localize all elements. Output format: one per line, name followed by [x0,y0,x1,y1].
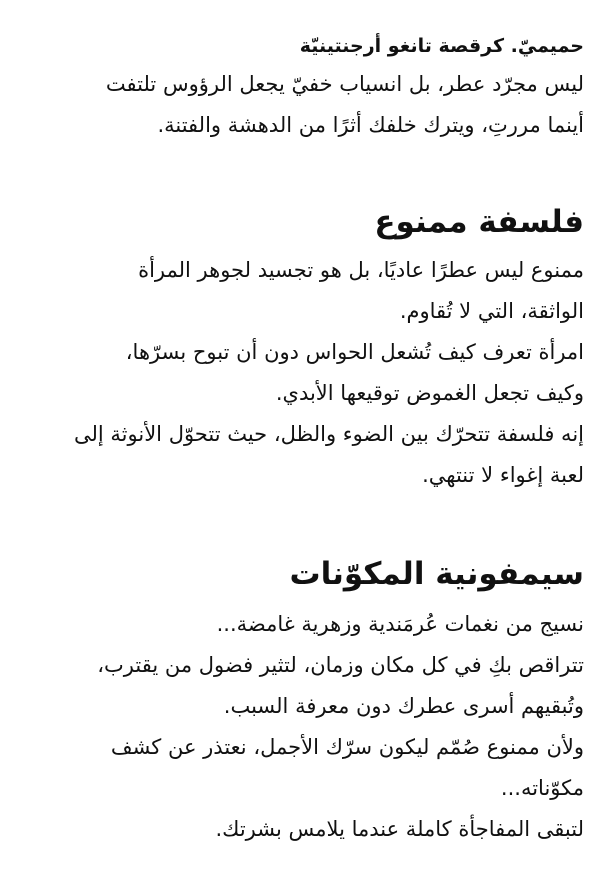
section-heading-philosophy: فلسفة ممنوع [374,204,584,240]
ingredients-line-4: ولأن ممنوع صُمّم ليكون سرّك الأجمل، نعتذر عن كشف [110,735,584,759]
intro-lead: حميميّ. كرقصة تانغو أرجنتينيّة [299,35,584,57]
ingredients-paragraph [16,604,584,850]
philosophy-line-6: لعبة إغواء لا تنتهي. [422,463,584,487]
philosophy-line-5: إنه فلسفة تتحرّك بين الضوء والظل، حيث تتحوّل الأنوثة إلى [74,422,584,446]
ingredients-line-2: تتراقص بكِ في كل مكان وزمان، لتثير فضول من يقترب، [97,653,584,677]
ingredients-line-1: نسيج من نغمات عُرمَندية وزهرية غامضة... [216,612,584,636]
philosophy-line-1: ممنوع ليس عطرًا عاديًا، بل هو تجسيد لجوهر المرأة [138,258,584,282]
ingredients-line-6: لتبقى المفاجأة كاملة عندما يلامس بشرتك. [215,817,584,841]
section-heading-ingredients: سيمفونية المكوّنات [289,556,584,592]
intro-line-2: أينما مررتِ، ويترك خلفك أثرًا من الدهشة والفتنة. [157,113,584,137]
ingredients-line-3: وتُبقيهم أسرى عطرك دون معرفة السبب. [223,694,584,718]
ingredients-line-5: مكوّناته... [500,776,584,800]
philosophy-line-3: امرأة تعرف كيف تُشعل الحواس دون أن تبوح بسرّها، [125,340,584,364]
intro-paragraph [16,64,584,146]
philosophy-paragraph [16,250,584,496]
philosophy-line-4: وكيف تجعل الغموض توقيعها الأبدي. [275,381,584,405]
philosophy-line-2: الواثقة، التي لا تُقاوم. [399,299,584,323]
intro-line-1: ليس مجرّد عطر، بل انسياب خفيّ يجعل الرؤوس تلتفت [105,72,584,96]
